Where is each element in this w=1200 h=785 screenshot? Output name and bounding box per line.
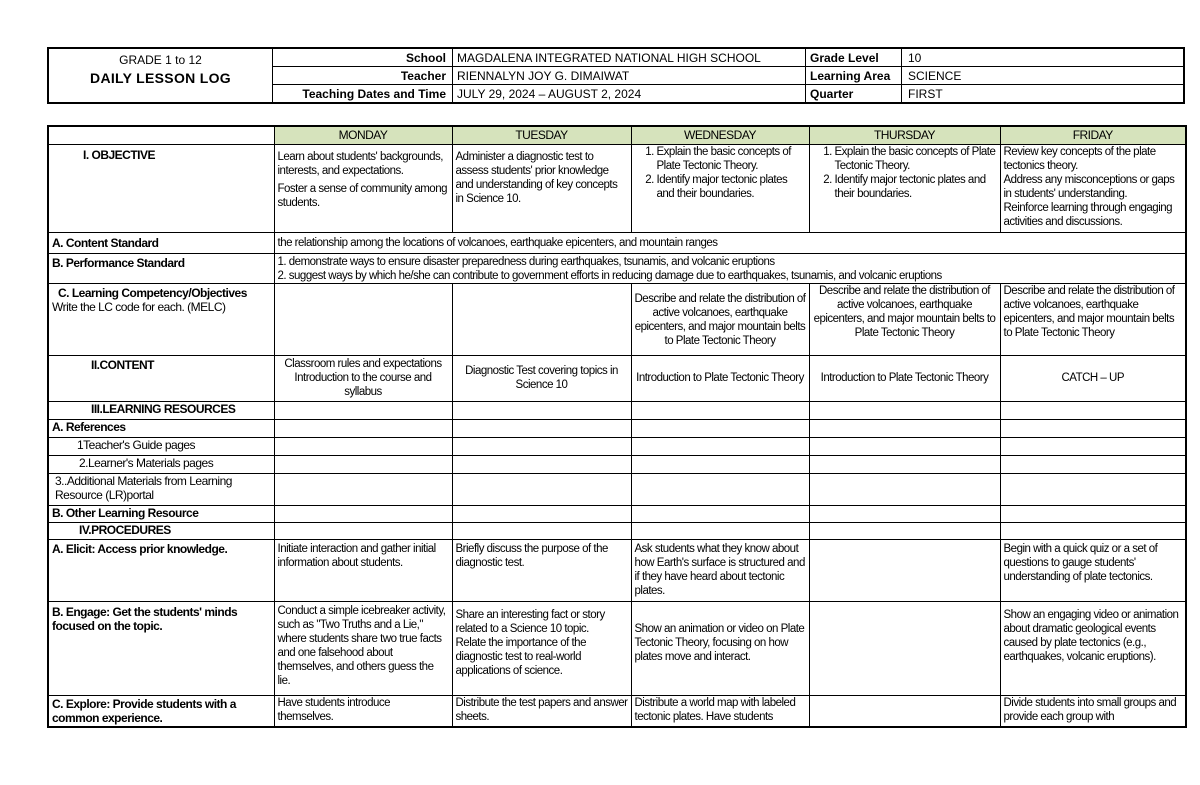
day-thursday: THURSDAY — [809, 126, 1000, 144]
grade-range: GRADE 1 to 12 — [119, 53, 202, 67]
objective-friday-1: Review key concepts of the plate tectonics theory. — [1003, 145, 1156, 172]
content-tuesday: Diagnostic Test covering topics in Science 10 — [452, 355, 631, 401]
content-standard-row — [48, 232, 1186, 253]
header-title-block — [49, 49, 273, 102]
competency-sublabel: Write the LC code for each. (MELC) — [52, 299, 226, 314]
objective-monday — [274, 144, 452, 232]
tg-wednesday — [631, 437, 809, 455]
teachers-guide-label: 1Teacher's Guide pages — [48, 437, 274, 455]
elicit-thursday — [809, 539, 1000, 601]
explore-row — [48, 695, 1186, 727]
elicit-monday: Initiate interaction and gather initial information about students. — [274, 539, 452, 601]
other-resource-label: B. Other Learning Resource — [48, 505, 274, 522]
header-row-teacher — [273, 67, 1185, 85]
competency-label: C. Learning Competency/Objectives — [58, 285, 247, 300]
engage-friday: Show an engaging video or animation about dramatic geological events caused by plate tectonics (e.g., earthquakes, volcanic eruptions). — [1000, 601, 1186, 695]
ref-friday — [1000, 419, 1186, 437]
lesson-log-header — [47, 47, 1185, 104]
or-friday — [1000, 505, 1186, 522]
am-friday — [1000, 473, 1186, 505]
elicit-tuesday: Briefly discuss the purpose of the diagnostic test. — [452, 539, 631, 601]
day-header-row — [48, 126, 1186, 144]
competency-monday — [274, 283, 452, 355]
references-label: A. References — [48, 419, 274, 437]
teacher-label: Teacher — [273, 67, 453, 84]
day-tuesday: TUESDAY — [452, 126, 631, 144]
objective-monday-2: Foster a sense of community among students. — [277, 182, 447, 209]
learning-resources-row — [48, 401, 1186, 419]
objective-friday-3: Reinforce learning through engaging activities and discussions. — [1003, 201, 1173, 228]
explore-wednesday: Distribute a world map with labeled tectonic plates. Have students — [631, 695, 809, 727]
quarter-value: FIRST — [908, 87, 943, 101]
learners-materials-row — [48, 455, 1186, 473]
competency-label-cell — [48, 283, 274, 355]
elicit-label: A. Elicit: Access prior knowledge. — [48, 539, 274, 601]
pr-friday — [1000, 522, 1186, 539]
competency-friday: Describe and relate the distribution of active volcanoes, earthquake epicenters, and major mountain belts to Plate Tectonic Theory — [1000, 283, 1186, 355]
engage-row — [48, 601, 1186, 695]
lm-friday — [1000, 455, 1186, 473]
pr-thursday — [809, 522, 1000, 539]
lesson-log-table — [47, 125, 1187, 728]
or-monday — [274, 505, 452, 522]
performance-standard-value — [274, 253, 1186, 283]
other-resource-row — [48, 505, 1186, 522]
lr-monday — [274, 401, 452, 419]
objective-thursday-2: 2. Identify major tectonic plates and their boundaries. — [835, 173, 997, 201]
lr-wednesday — [631, 401, 809, 419]
competency-tuesday — [452, 283, 631, 355]
tg-monday — [274, 437, 452, 455]
engage-tuesday — [452, 601, 631, 695]
procedures-label: IV.PROCEDURES — [48, 522, 274, 539]
performance-standard-2: 2. suggest ways by which he/she can contribute to government efforts in reducing damage due to earthquakes, tsunamis, and volcanic eruptions — [277, 269, 942, 282]
explore-label: C. Explore: Provide students with a common experience. — [48, 695, 274, 727]
elicit-wednesday: Ask students what they know about how Earth's surface is structured and if they have heard about tectonic plates. — [631, 539, 809, 601]
grade-level-label: Grade Level — [806, 49, 902, 66]
additional-materials-label: 3..Additional Materials from Learning Resource (LR)portal — [48, 473, 274, 505]
ref-wednesday — [631, 419, 809, 437]
performance-standard-1: 1. demonstrate ways to ensure disaster preparedness during earthquakes, tsunamis, and volcanic eruptions — [277, 255, 775, 268]
engage-tuesday-2: Relate the importance of the diagnostic test to real-world applications of science. — [455, 636, 586, 677]
header-row-school — [273, 49, 1185, 67]
learning-area-value: SCIENCE — [908, 69, 962, 83]
learners-materials-label: 2.Learner's Materials pages — [48, 455, 274, 473]
header-row-dates — [273, 85, 1185, 102]
explore-tuesday: Distribute the test papers and answer sheets. — [452, 695, 631, 727]
lm-monday — [274, 455, 452, 473]
objective-friday-2: Address any misconceptions or gaps in students' understanding. — [1003, 173, 1175, 200]
objective-thursday-1: 1. Explain the basic concepts of Plate Tectonic Theory. — [835, 145, 997, 173]
school-label: School — [273, 49, 453, 66]
ref-tuesday — [452, 419, 631, 437]
objective-tuesday: Administer a diagnostic test to assess students' prior knowledge and understanding of key concepts in Science 10. — [452, 144, 631, 232]
learning-area-label: Learning Area — [806, 67, 902, 84]
explore-thursday — [809, 695, 1000, 727]
lm-thursday — [809, 455, 1000, 473]
lr-tuesday — [452, 401, 631, 419]
ref-monday — [274, 419, 452, 437]
pr-tuesday — [452, 522, 631, 539]
grade-level-value: 10 — [908, 51, 922, 65]
engage-tuesday-1: Share an interesting fact or story related to a Science 10 topic. — [455, 608, 605, 635]
lm-tuesday — [452, 455, 631, 473]
objective-friday — [1000, 144, 1186, 232]
am-thursday — [809, 473, 1000, 505]
am-wednesday — [631, 473, 809, 505]
teacher-value: RIENNALYN JOY G. DIMAIWAT — [453, 67, 806, 84]
corner-cell — [48, 126, 274, 144]
objective-monday-1: Learn about students' backgrounds, interests, and expectations. — [277, 150, 443, 177]
content-thursday: Introduction to Plate Tectonic Theory — [809, 355, 1000, 401]
or-thursday — [809, 505, 1000, 522]
explore-friday: Divide students into small groups and provide each group with — [1000, 695, 1186, 727]
elicit-friday: Begin with a quick quiz or a set of questions to gauge students' understanding of plate tectonics. — [1000, 539, 1186, 601]
elicit-row — [48, 539, 1186, 601]
additional-materials-row — [48, 473, 1186, 505]
am-monday — [274, 473, 452, 505]
objective-row — [48, 144, 1186, 232]
pr-wednesday — [631, 522, 809, 539]
school-value: MAGDALENA INTEGRATED NATIONAL HIGH SCHOOL — [453, 49, 806, 66]
engage-monday: Conduct a simple icebreaker activity, such as "Two Truths and a Lie," where students share two true facts and one falsehood about themselves, and others guess the lie. — [274, 601, 452, 695]
day-monday: MONDAY — [274, 126, 452, 144]
teaching-dates-label: Teaching Dates and Time — [273, 85, 453, 102]
objective-thursday — [809, 144, 1000, 232]
engage-wednesday: Show an animation or video on Plate Tectonic Theory, focusing on how plates move and interact. — [631, 601, 809, 695]
document-title: DAILY LESSON LOG — [90, 70, 231, 86]
competency-wednesday: Describe and relate the distribution of active volcanoes, earthquake epicenters, and major mountain belts to Plate Tectonic Theory — [631, 283, 809, 355]
learning-resources-label: III.LEARNING RESOURCES — [48, 401, 274, 419]
content-label: II.CONTENT — [48, 355, 274, 401]
engage-thursday — [809, 601, 1000, 695]
content-wednesday: Introduction to Plate Tectonic Theory — [631, 355, 809, 401]
or-tuesday — [452, 505, 631, 522]
performance-standard-row — [48, 253, 1186, 283]
competency-thursday: Describe and relate the distribution of active volcanoes, earthquake epicenters, and major mountain belts to Plate Tectonic Theory — [809, 283, 1000, 355]
day-wednesday: WEDNESDAY — [631, 126, 809, 144]
performance-standard-label: B. Performance Standard — [48, 253, 274, 283]
objective-wednesday — [631, 144, 809, 232]
objective-wednesday-2: 2. Identify major tectonic plates and their boundaries. — [657, 173, 806, 201]
content-monday-1: Classroom rules and expectations — [284, 358, 442, 370]
content-monday — [274, 355, 452, 401]
content-friday: CATCH – UP — [1000, 355, 1186, 401]
procedures-row — [48, 522, 1186, 539]
pr-monday — [274, 522, 452, 539]
ref-thursday — [809, 419, 1000, 437]
content-standard-label: A. Content Standard — [48, 232, 274, 253]
references-row — [48, 419, 1186, 437]
content-row — [48, 355, 1186, 401]
content-standard-value: the relationship among the locations of volcanoes, earthquake epicenters, and mountain ranges — [274, 232, 1186, 253]
tg-thursday — [809, 437, 1000, 455]
tg-friday — [1000, 437, 1186, 455]
teaching-dates-value: JULY 29, 2024 – AUGUST 2, 2024 — [453, 85, 806, 102]
lr-thursday — [809, 401, 1000, 419]
or-wednesday — [631, 505, 809, 522]
competency-row — [48, 283, 1186, 355]
am-tuesday — [452, 473, 631, 505]
objective-label: I. OBJECTIVE — [48, 144, 274, 232]
day-friday: FRIDAY — [1000, 126, 1186, 144]
teachers-guide-row — [48, 437, 1186, 455]
lm-wednesday — [631, 455, 809, 473]
content-monday-2: Introduction to the course and syllabus — [294, 372, 432, 398]
lr-friday — [1000, 401, 1186, 419]
quarter-label: Quarter — [806, 85, 902, 102]
explore-monday: Have students introduce themselves. — [274, 695, 452, 727]
engage-label: B. Engage: Get the students' minds focused on the topic. — [48, 601, 274, 695]
tg-tuesday — [452, 437, 631, 455]
objective-wednesday-1: 1. Explain the basic concepts of Plate Tectonic Theory. — [657, 145, 806, 173]
